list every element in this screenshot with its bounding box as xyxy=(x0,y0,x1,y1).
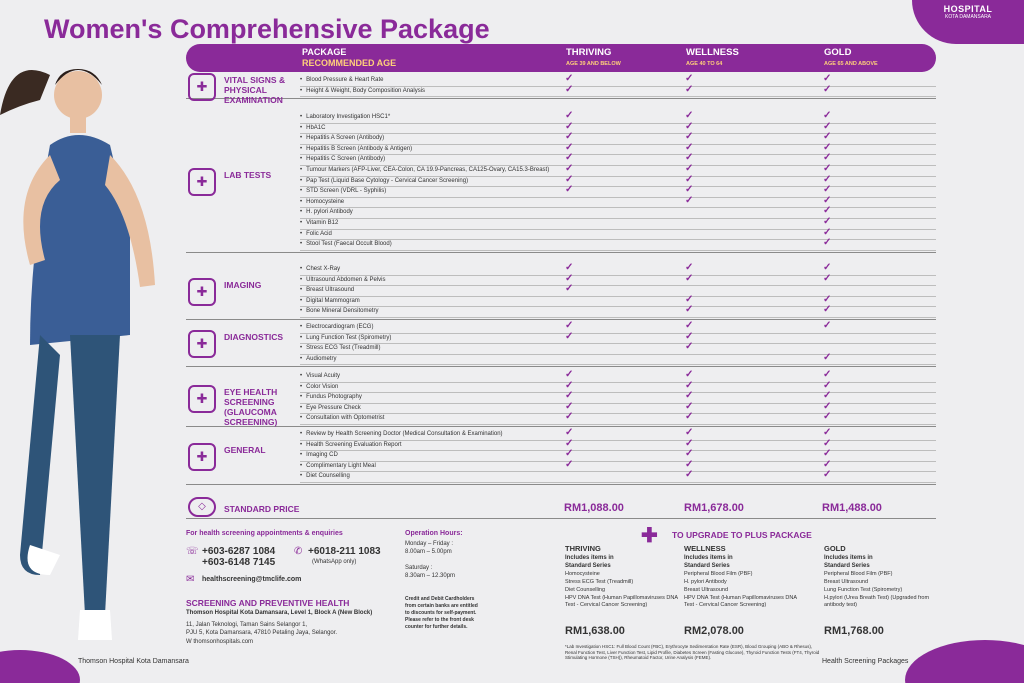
upgrade-tier-name: THRIVING xyxy=(565,544,601,553)
row-label: • Tumour Markers (AFP-Liver, CEA-Colon, CA 19.9-Pancreas, CA125-Ovary, CA15.3-Breast) xyxy=(300,167,549,173)
check-icon: ✓ xyxy=(565,163,574,174)
ecg-icon: ✚ xyxy=(188,330,216,358)
upgrade-tier-sub2: Standard Series xyxy=(824,563,870,569)
check-icon: ✓ xyxy=(823,194,832,206)
row-label: • Height & Weight, Body Composition Analysis xyxy=(300,88,425,94)
check-icon: ✓ xyxy=(685,83,694,95)
check-icon: ✓ xyxy=(685,194,694,206)
check-icon: ✓ xyxy=(685,152,694,164)
table-row xyxy=(300,411,936,425)
check-icon: ✓ xyxy=(565,262,574,273)
test-tube-icon: ✚ xyxy=(188,168,216,196)
running-woman-photo xyxy=(0,55,175,645)
phone-1: +603-6287 1084 xyxy=(202,546,276,557)
upgrade-item: Lung Function Test (Spirometry) xyxy=(824,587,903,593)
section-name: VITAL SIGNS & PHYSICAL EXAMINATION xyxy=(224,74,286,105)
check-icon: ✓ xyxy=(823,110,832,121)
package-header xyxy=(186,44,936,72)
tier-thriving-age: AGE 39 AND BELOW xyxy=(566,61,621,67)
row-label: • Hepatitis A Screen (Antibody) xyxy=(300,135,384,141)
upgrade-item: H. pylori Antibody xyxy=(684,579,727,585)
check-icon: ✓ xyxy=(565,141,574,153)
check-icon: ✓ xyxy=(823,237,832,249)
table-row xyxy=(300,110,936,124)
row-label: • Lung Function Test (Spirometry) xyxy=(300,335,391,341)
check-icon: ✓ xyxy=(685,262,694,273)
check-icon: ✓ xyxy=(685,304,694,316)
table-row xyxy=(300,330,936,345)
row-label: • Color Vision xyxy=(300,384,338,390)
card-line2: from certain banks are entitled xyxy=(405,603,478,609)
check-icon: ✓ xyxy=(565,427,574,438)
row-label: • Health Screening Evaluation Report xyxy=(300,442,402,448)
table-row xyxy=(300,272,936,287)
table-row xyxy=(300,427,936,441)
check-icon: ✓ xyxy=(565,173,574,185)
upgrade-item: HPV DNA Test (Human Papillomaviruses DNA Test - Cervical Cancer Screening) xyxy=(565,595,678,608)
upgrade-item: Stress ECG Test (Treadmill) xyxy=(565,579,634,585)
phone-3: +6018-211 1083 xyxy=(308,546,381,557)
upgrade-tier-sub2: Standard Series xyxy=(565,563,611,569)
check-icon: ✓ xyxy=(685,369,694,380)
upgrade-tier-price: RM1,638.00 xyxy=(565,625,625,637)
table-row xyxy=(300,283,936,297)
check-icon: ✓ xyxy=(823,226,832,238)
check-icon: ✓ xyxy=(823,400,832,412)
check-icon: ✓ xyxy=(823,448,832,460)
check-icon: ✓ xyxy=(565,411,574,423)
check-icon: ✓ xyxy=(823,379,832,391)
upgrade-tier-name: WELLNESS xyxy=(684,544,726,553)
row-label: • Visual Acuity xyxy=(300,373,340,379)
price-thriving: RM1,088.00 xyxy=(564,502,624,514)
logo-line2: KOTA DAMANSARA xyxy=(944,14,992,20)
row-label: • Eye Pressure Check xyxy=(300,405,361,411)
table-row xyxy=(300,341,936,355)
centre-name: SCREENING AND PREVENTIVE HEALTH xyxy=(186,598,350,608)
price-label: STANDARD PRICE xyxy=(224,504,300,514)
check-icon: ✓ xyxy=(823,437,832,449)
logo-line1: HOSPITAL xyxy=(943,4,993,14)
check-icon: ✓ xyxy=(565,120,574,132)
table-row xyxy=(300,184,936,198)
email-link[interactable]: healthscreening@tmclife.com xyxy=(202,576,302,583)
upgrade-tier-sub2: Standard Series xyxy=(684,563,730,569)
check-icon: ✓ xyxy=(565,320,574,331)
check-icon: ✓ xyxy=(565,131,574,143)
row-label: • Digital Mammogram xyxy=(300,298,360,304)
upgrade-item: Diet Counselling xyxy=(565,587,606,593)
row-label: • Bone Mineral Densitometry xyxy=(300,308,378,314)
card-line5: counter for further details. xyxy=(405,624,468,630)
email-icon: ✉ xyxy=(186,574,195,585)
row-label: • Hepatitis C Screen (Antibody) xyxy=(300,156,385,162)
hours-line4: 8.30am – 12.30pm xyxy=(405,573,456,579)
row-label: • Imaging CD xyxy=(300,452,338,458)
check-icon: ✓ xyxy=(823,458,832,470)
website[interactable]: W thomsonhospitals.com xyxy=(186,639,254,645)
check-icon: ✓ xyxy=(565,83,574,95)
tier-thriving: THRIVING xyxy=(566,47,612,58)
check-icon: ✓ xyxy=(823,131,832,143)
upgrade-tier-name: GOLD xyxy=(824,544,846,553)
check-icon: ✓ xyxy=(823,83,832,95)
row-label: • Complimentary Light Meal xyxy=(300,463,376,469)
check-icon: ✓ xyxy=(823,184,832,196)
table-row xyxy=(300,304,936,318)
table-row xyxy=(300,448,936,462)
check-icon: ✓ xyxy=(823,351,832,363)
heart-icon: ✚ xyxy=(188,73,216,101)
row-label: • Laboratory Investigation HSC1* xyxy=(300,114,390,120)
check-icon: ✓ xyxy=(823,163,832,174)
check-icon: ✓ xyxy=(685,390,694,402)
check-icon: ✓ xyxy=(685,448,694,460)
table-row xyxy=(300,163,936,177)
check-icon: ✓ xyxy=(823,320,832,331)
whatsapp-icon: ✆ xyxy=(294,546,303,557)
tier-gold-age: AGE 65 AND ABOVE xyxy=(824,61,878,67)
table-row xyxy=(300,73,936,87)
card-note xyxy=(405,596,478,631)
check-icon: ✓ xyxy=(685,141,694,153)
check-icon: ✓ xyxy=(823,173,832,185)
check-icon: ✓ xyxy=(685,458,694,470)
row-label: • Consultation with Optometrist xyxy=(300,415,384,421)
check-icon: ✓ xyxy=(565,330,574,342)
table-row xyxy=(300,379,936,394)
section-name: DIAGNOSTICS xyxy=(224,332,284,343)
row-label: • Blood Pressure & Heart Rate xyxy=(300,77,383,83)
price-wellness: RM1,678.00 xyxy=(684,502,744,514)
row-label: • Homocysteine xyxy=(300,199,344,205)
check-icon: ✓ xyxy=(823,272,832,284)
address-line1: Thomson Hospital Kota Damansara, Level 1, Block A (New Block) xyxy=(186,610,373,616)
whatsapp-note: (WhatsApp only) xyxy=(312,559,357,565)
upgrade-tier-price: RM2,078.00 xyxy=(684,625,744,637)
check-icon: ✓ xyxy=(565,400,574,412)
table-row xyxy=(300,293,936,308)
row-label: • Electrocardiogram (ECG) xyxy=(300,324,373,330)
table-row xyxy=(300,437,936,452)
hours-line1: Monday – Friday : xyxy=(405,541,454,547)
section-3 xyxy=(186,321,936,367)
page-title: Women's Comprehensive Package xyxy=(44,14,490,44)
upgrade-item: Peripheral Blood Film (PBF) xyxy=(684,571,753,577)
check-icon: ✓ xyxy=(685,411,694,423)
phone-2: +603-6148 7145 xyxy=(202,557,276,568)
check-icon: ✓ xyxy=(685,163,694,174)
check-icon: ✓ xyxy=(823,152,832,164)
row-label: • H. pylori Antibody xyxy=(300,209,353,215)
package-label: PACKAGE xyxy=(302,47,347,57)
table-row xyxy=(300,237,936,251)
upgrade-tier-price: RM1,768.00 xyxy=(824,625,884,637)
check-icon: ✓ xyxy=(823,141,832,153)
address-line2: 11, Jalan Teknologi, Taman Sains Selangor 1, xyxy=(186,622,308,628)
row-label: • Ultrasound Abdomen & Pelvis xyxy=(300,277,386,283)
row-label: • Stress ECG Test (Treadmill) xyxy=(300,345,380,351)
price-gold: RM1,488.00 xyxy=(822,502,882,514)
row-label: • Stool Test (Faecal Occult Blood) xyxy=(300,241,392,247)
check-icon: ✓ xyxy=(685,320,694,331)
price-tag-icon: ◇ xyxy=(188,497,216,517)
row-label: • Fundus Photography xyxy=(300,394,362,400)
table-row xyxy=(300,83,936,98)
check-icon: ✓ xyxy=(685,427,694,438)
check-icon: ✓ xyxy=(565,184,574,196)
table-row xyxy=(300,141,936,156)
footer-right: Health Screening Packages xyxy=(822,658,909,665)
check-icon: ✓ xyxy=(565,369,574,380)
stethoscope-icon: ✚ xyxy=(188,443,216,471)
table-row xyxy=(300,469,936,483)
row-label: • Review by Health Screening Doctor (Medical Consultation & Examination) xyxy=(300,431,503,437)
check-icon: ✓ xyxy=(685,469,694,481)
hours-line2: 8.00am – 5.00pm xyxy=(405,549,452,555)
upgrade-tier-sub1: Includes items in xyxy=(824,555,873,561)
row-label: • Breast Ultrasound xyxy=(300,287,354,293)
check-icon: ✓ xyxy=(685,379,694,391)
row-label: • Hepatitis B Screen (Antibody & Antigen) xyxy=(300,146,412,152)
lab-note: *Lab Investigation HSC1: Full Blood Count (FBC), Erythrocyte Sedimentation Rate (ESR), Blood Grouping (ABO & Rhesus), Renal Function Test, Liver Function Test, Lipid Profile, Diabetes Screen (Fasting Glucose), Thyroid Function Tests (FT4, Thyroid Stimulating Hormone (TSH)), Rheumatoid Factor, Urine Analysis (FEME). xyxy=(565,644,820,660)
plus-icon: ✚ xyxy=(641,525,658,547)
row-label: • Chest X-Ray xyxy=(300,266,340,272)
table-row xyxy=(300,131,936,145)
check-icon: ✓ xyxy=(565,437,574,449)
check-icon: ✓ xyxy=(685,341,694,353)
hours-line3: Saturday : xyxy=(405,565,433,571)
upgrade-item: Homocysteine xyxy=(565,571,600,577)
contact-heading: For health screening appointments & enquiries xyxy=(186,530,343,537)
upgrade-item: Breast Ultrasound xyxy=(824,579,869,585)
check-icon: ✓ xyxy=(685,184,694,196)
hours-title: Operation Hours: xyxy=(405,530,463,537)
xray-icon: ✚ xyxy=(188,278,216,306)
standard-price-row xyxy=(186,497,936,519)
address-line3: PJU 5, Kota Damansara, 47810 Petaling Jaya, Selangor. xyxy=(186,630,338,636)
table-row xyxy=(300,369,936,383)
check-icon: ✓ xyxy=(823,390,832,402)
check-icon: ✓ xyxy=(565,379,574,391)
age-label: RECOMMENDED AGE xyxy=(302,58,397,68)
check-icon: ✓ xyxy=(823,411,832,423)
section-name: LAB TESTS xyxy=(224,169,272,180)
row-label: • HbA1C xyxy=(300,125,325,131)
check-icon: ✓ xyxy=(685,120,694,132)
table-row xyxy=(300,458,936,473)
row-label: • Folic Acid xyxy=(300,231,332,237)
decor-blob-left xyxy=(0,650,80,683)
check-icon: ✓ xyxy=(685,437,694,449)
upgrade-item: Breast Ultrasound xyxy=(684,587,729,593)
section-name: EYE HEALTH SCREENING (GLAUCOMA SCREENING) xyxy=(224,386,278,427)
check-icon: ✓ xyxy=(823,120,832,132)
check-icon: ✓ xyxy=(565,73,574,84)
table-row xyxy=(300,120,936,135)
upgrade-item: H.pylori (Urea Breath Test) (Upgraded from antibody test) xyxy=(824,595,930,608)
check-icon: ✓ xyxy=(565,458,574,470)
check-icon: ✓ xyxy=(685,131,694,143)
check-icon: ✓ xyxy=(565,283,574,295)
table-row xyxy=(300,351,936,366)
check-icon: ✓ xyxy=(685,400,694,412)
check-icon: ✓ xyxy=(685,173,694,185)
upgrade-title: TO UPGRADE TO PLUS PACKAGE xyxy=(672,530,812,540)
section-0 xyxy=(186,73,936,105)
row-label: • Audiometry xyxy=(300,356,336,362)
card-line4: Please refer to the front desk xyxy=(405,617,474,623)
section-5 xyxy=(186,428,936,485)
check-icon: ✓ xyxy=(823,469,832,481)
section-2 xyxy=(186,263,936,320)
check-icon: ✓ xyxy=(685,110,694,121)
section-name: GENERAL xyxy=(224,444,266,455)
section-1 xyxy=(186,111,936,253)
section-4 xyxy=(186,370,936,427)
check-icon: ✓ xyxy=(685,73,694,84)
check-icon: ✓ xyxy=(685,330,694,342)
check-icon: ✓ xyxy=(565,448,574,460)
check-icon: ✓ xyxy=(565,272,574,284)
tier-gold: GOLD xyxy=(824,47,852,58)
row-label: • Diet Counselling xyxy=(300,473,350,479)
check-icon: ✓ xyxy=(685,293,694,305)
table-row xyxy=(300,194,936,209)
phone-icon: ☏ xyxy=(186,546,199,557)
check-icon: ✓ xyxy=(823,304,832,316)
check-icon: ✓ xyxy=(823,293,832,305)
check-icon: ✓ xyxy=(565,152,574,164)
check-icon: ✓ xyxy=(565,110,574,121)
footer-left: Thomson Hospital Kota Damansara xyxy=(78,658,189,665)
table-row xyxy=(300,216,936,230)
table-row xyxy=(300,205,936,219)
eye-icon: ✚ xyxy=(188,385,216,413)
hospital-logo xyxy=(912,0,1024,44)
upgrade-item: Peripheral Blood Film (PBF) xyxy=(824,571,893,577)
upgrade-item: HPV DNA Test (Human Papillomaviruses DNA Test - Cervical Cancer Screening) xyxy=(684,595,797,608)
section-name: IMAGING xyxy=(224,279,262,290)
row-label: • STD Screen (VDRL - Syphilis) xyxy=(300,188,386,194)
check-icon: ✓ xyxy=(823,262,832,273)
table-row xyxy=(300,173,936,188)
card-line1: Credit and Debit Cardholders xyxy=(405,596,475,602)
row-label: • Pap Test (Liquid Base Cytology - Cervical Cancer Screening) xyxy=(300,178,468,184)
check-icon: ✓ xyxy=(565,390,574,402)
table-row xyxy=(300,226,936,241)
card-line3: to discounts for self-payment. xyxy=(405,610,477,616)
check-icon: ✓ xyxy=(823,216,832,227)
table-row xyxy=(300,390,936,404)
check-icon: ✓ xyxy=(823,427,832,438)
decor-blob-right xyxy=(905,640,1024,683)
check-icon: ✓ xyxy=(823,369,832,380)
row-label: • Vitamin B12 xyxy=(300,220,338,226)
table-row xyxy=(300,400,936,415)
tier-wellness: WELLNESS xyxy=(686,47,739,58)
upgrade-tier-sub1: Includes items in xyxy=(684,555,733,561)
table-row xyxy=(300,262,936,276)
table-row xyxy=(300,152,936,166)
check-icon: ✓ xyxy=(823,73,832,84)
check-icon: ✓ xyxy=(685,272,694,284)
upgrade-tier-sub1: Includes items in xyxy=(565,555,614,561)
tier-wellness-age: AGE 40 TO 64 xyxy=(686,61,723,67)
check-icon: ✓ xyxy=(823,205,832,217)
table-row xyxy=(300,320,936,334)
